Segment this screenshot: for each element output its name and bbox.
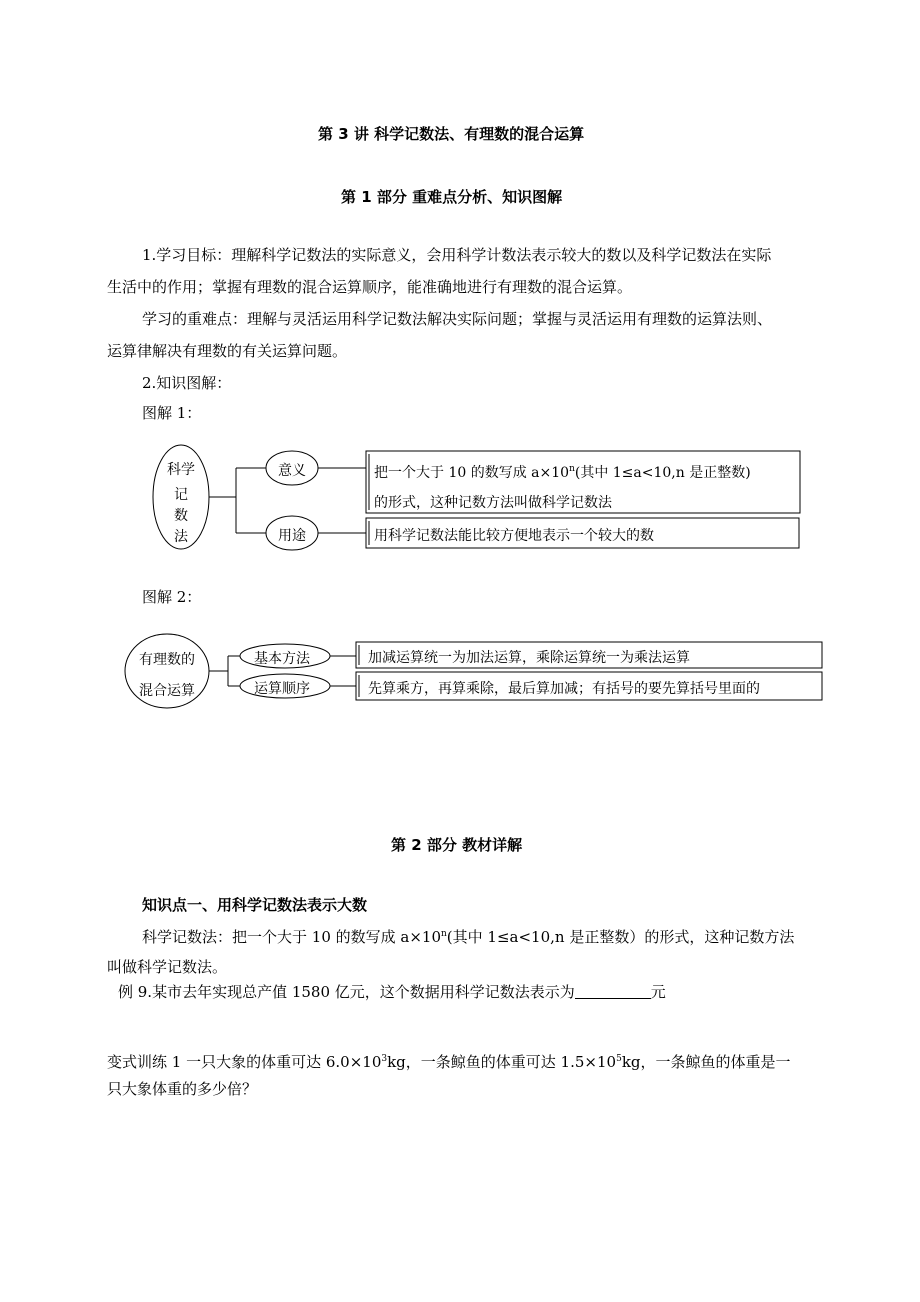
answer-blank[interactable]	[575, 984, 651, 999]
page-title: 第 3 讲 科学记数法、有理数的混合运算	[318, 125, 585, 143]
variant-exercise-line1: 变式训练 1 一只大象的体重可达 $6.0\times 10^3kg$，一条鲸鱼的体重可达 $1.5\times 10^5kg$，一条鲸鱼的体重是一	[107, 1053, 791, 1071]
diagram2-root-line2: 混合运算	[139, 683, 195, 699]
diagram2-box1: 加减运算统一为加法运算，乘除运算统一为乘法运算	[368, 650, 690, 666]
diagram2-branch-method: 基本方法	[254, 651, 310, 667]
goals-line1: 1.学习目标：理解科学记数法的实际意义，会用科学计数法表示较大的数以及科学记数法在实际	[142, 246, 772, 264]
diagram1-root-line2: 记	[174, 487, 188, 503]
diagram1-box2: 用科学记数法能比较方便地表示一个较大的数	[374, 528, 654, 544]
knowledge-heading: 2.知识图解：	[142, 374, 232, 392]
key-points-line1: 学习的重难点：理解与灵活运用科学记数法解决实际问题；掌握与灵活运用有理数的运算法则、	[142, 310, 773, 328]
knowledge-point-1: 知识点一、用科学记数法表示大数	[142, 896, 368, 914]
diagram2-box2: 先算乘方，再算乘除，最后算加减；有括号的要先算括号里面的	[368, 681, 760, 697]
goals-line2: 生活中的作用；掌握有理数的混合运算顺序，能准确地进行有理数的混合运算。	[107, 278, 633, 296]
diagram2-root-line1: 有理数的	[139, 652, 195, 668]
example-9: 例 9.某市去年实现总产值 1580 亿元，这个数据用科学记数法表示为 元	[118, 983, 666, 1001]
diagram2-branch-order: 运算顺序	[254, 681, 310, 697]
part2-heading: 第 2 部分 教材详解	[391, 836, 523, 854]
diagram1-root-line1: 科学	[167, 462, 195, 478]
diagram1-label: 图解 1：	[142, 404, 202, 422]
diagram1-root-line3: 数	[174, 508, 188, 524]
diagram1-box1-line1: 把一个大于 10 的数写成 $a\times 10^n$(其中 1≤a<10,n 是正整数)	[374, 464, 751, 481]
diagram1-root-line4: 法	[174, 529, 188, 545]
diagram2-label: 图解 2：	[142, 588, 202, 606]
key-points-line2: 运算律解决有理数的有关运算问题。	[107, 342, 348, 360]
diagram1-branch-meaning: 意义	[278, 463, 306, 479]
variant-exercise-line2: 只大象体重的多少倍？	[107, 1080, 258, 1098]
part1-heading: 第 1 部分 重难点分析、知识图解	[341, 188, 563, 206]
diagram1-branch-usage: 用途	[278, 528, 306, 544]
definition-line2: 叫做科学记数法。	[107, 958, 228, 976]
definition-line1: 科学记数法：把一个大于 10 的数写成 $a\times 10^n$(其中 1≤a<10,n 是正整数）的形式，这种记数方法	[142, 928, 795, 946]
diagram1-box1-line2: 的形式，这种记数方法叫做科学记数法	[374, 495, 612, 511]
